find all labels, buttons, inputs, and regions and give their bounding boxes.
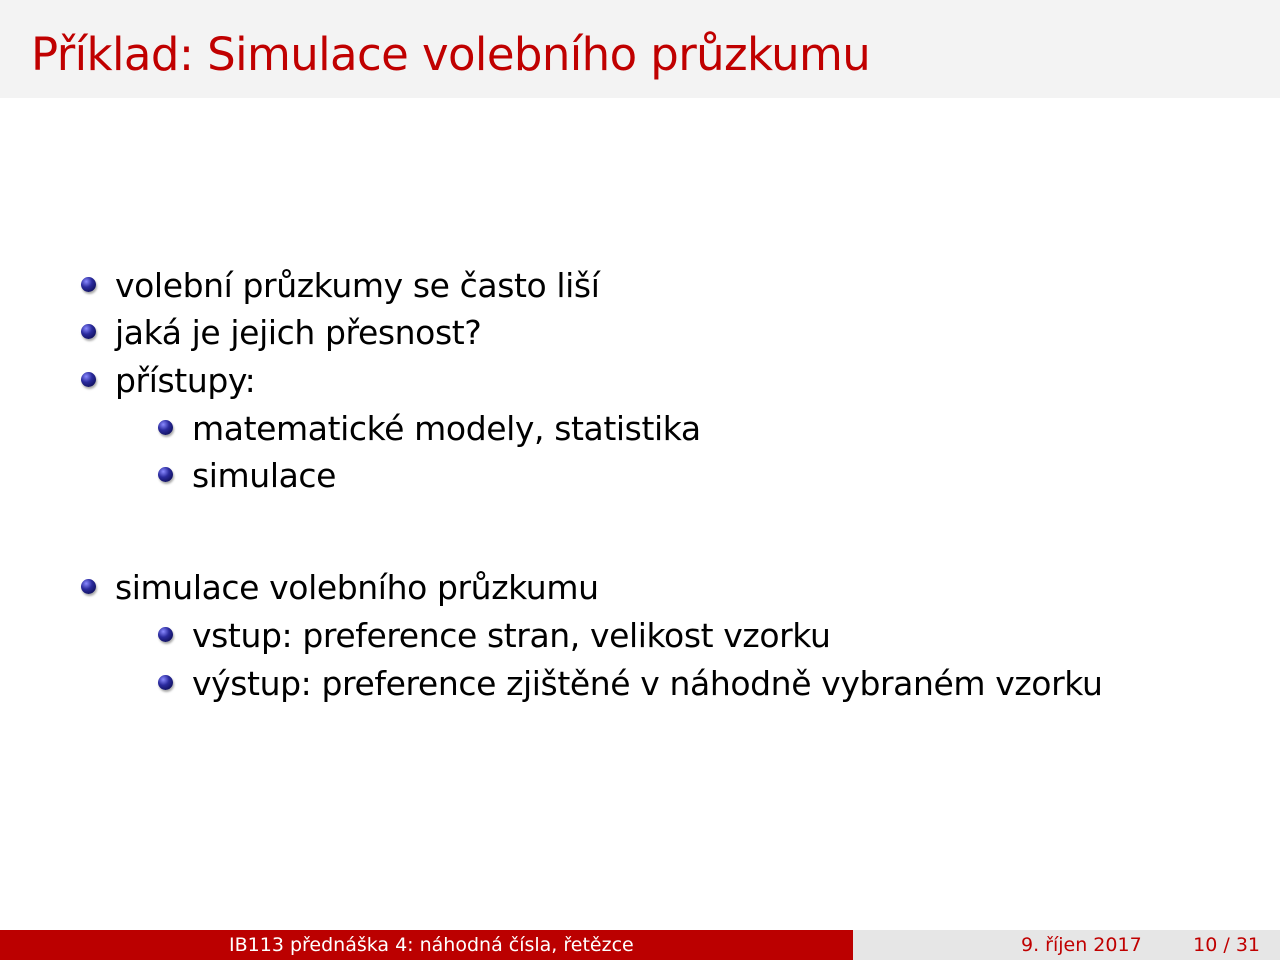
bullet-icon xyxy=(81,579,96,594)
bullet-icon xyxy=(158,420,173,435)
bullet-icon xyxy=(158,467,173,482)
bullet-icon xyxy=(158,675,173,690)
bullet-text: vstup: preference stran, velikost vzorku xyxy=(192,616,831,655)
bullet-text: jaká je jejich přesnost? xyxy=(115,313,482,352)
footer-course-title: IB113 přednáška 4: náhodná čísla, řetězce xyxy=(229,934,634,956)
footer-page-number: 10 / 31 xyxy=(1193,934,1260,956)
footer xyxy=(0,930,1280,960)
slide-title: Příklad: Simulace volebního průzkumu xyxy=(31,28,871,81)
bullet-icon xyxy=(158,627,173,642)
bullet-text: výstup: preference zjištěné v náhodně vybraném vzorku xyxy=(192,664,1103,703)
bullet-text: simulace volebního průzkumu xyxy=(115,568,599,607)
bullet-icon xyxy=(81,324,96,339)
bullet-text: přístupy: xyxy=(115,361,256,400)
bullet-icon xyxy=(81,277,96,292)
bullet-text: matematické modely, statistika xyxy=(192,409,701,448)
bullet-text: volební průzkumy se často liší xyxy=(115,266,600,305)
footer-date: 9. říjen 2017 xyxy=(1021,934,1142,956)
bullet-text: simulace xyxy=(192,456,337,495)
bullet-icon xyxy=(81,372,96,387)
footer-info-bar xyxy=(853,930,1280,960)
footer-course-bar xyxy=(0,930,853,960)
